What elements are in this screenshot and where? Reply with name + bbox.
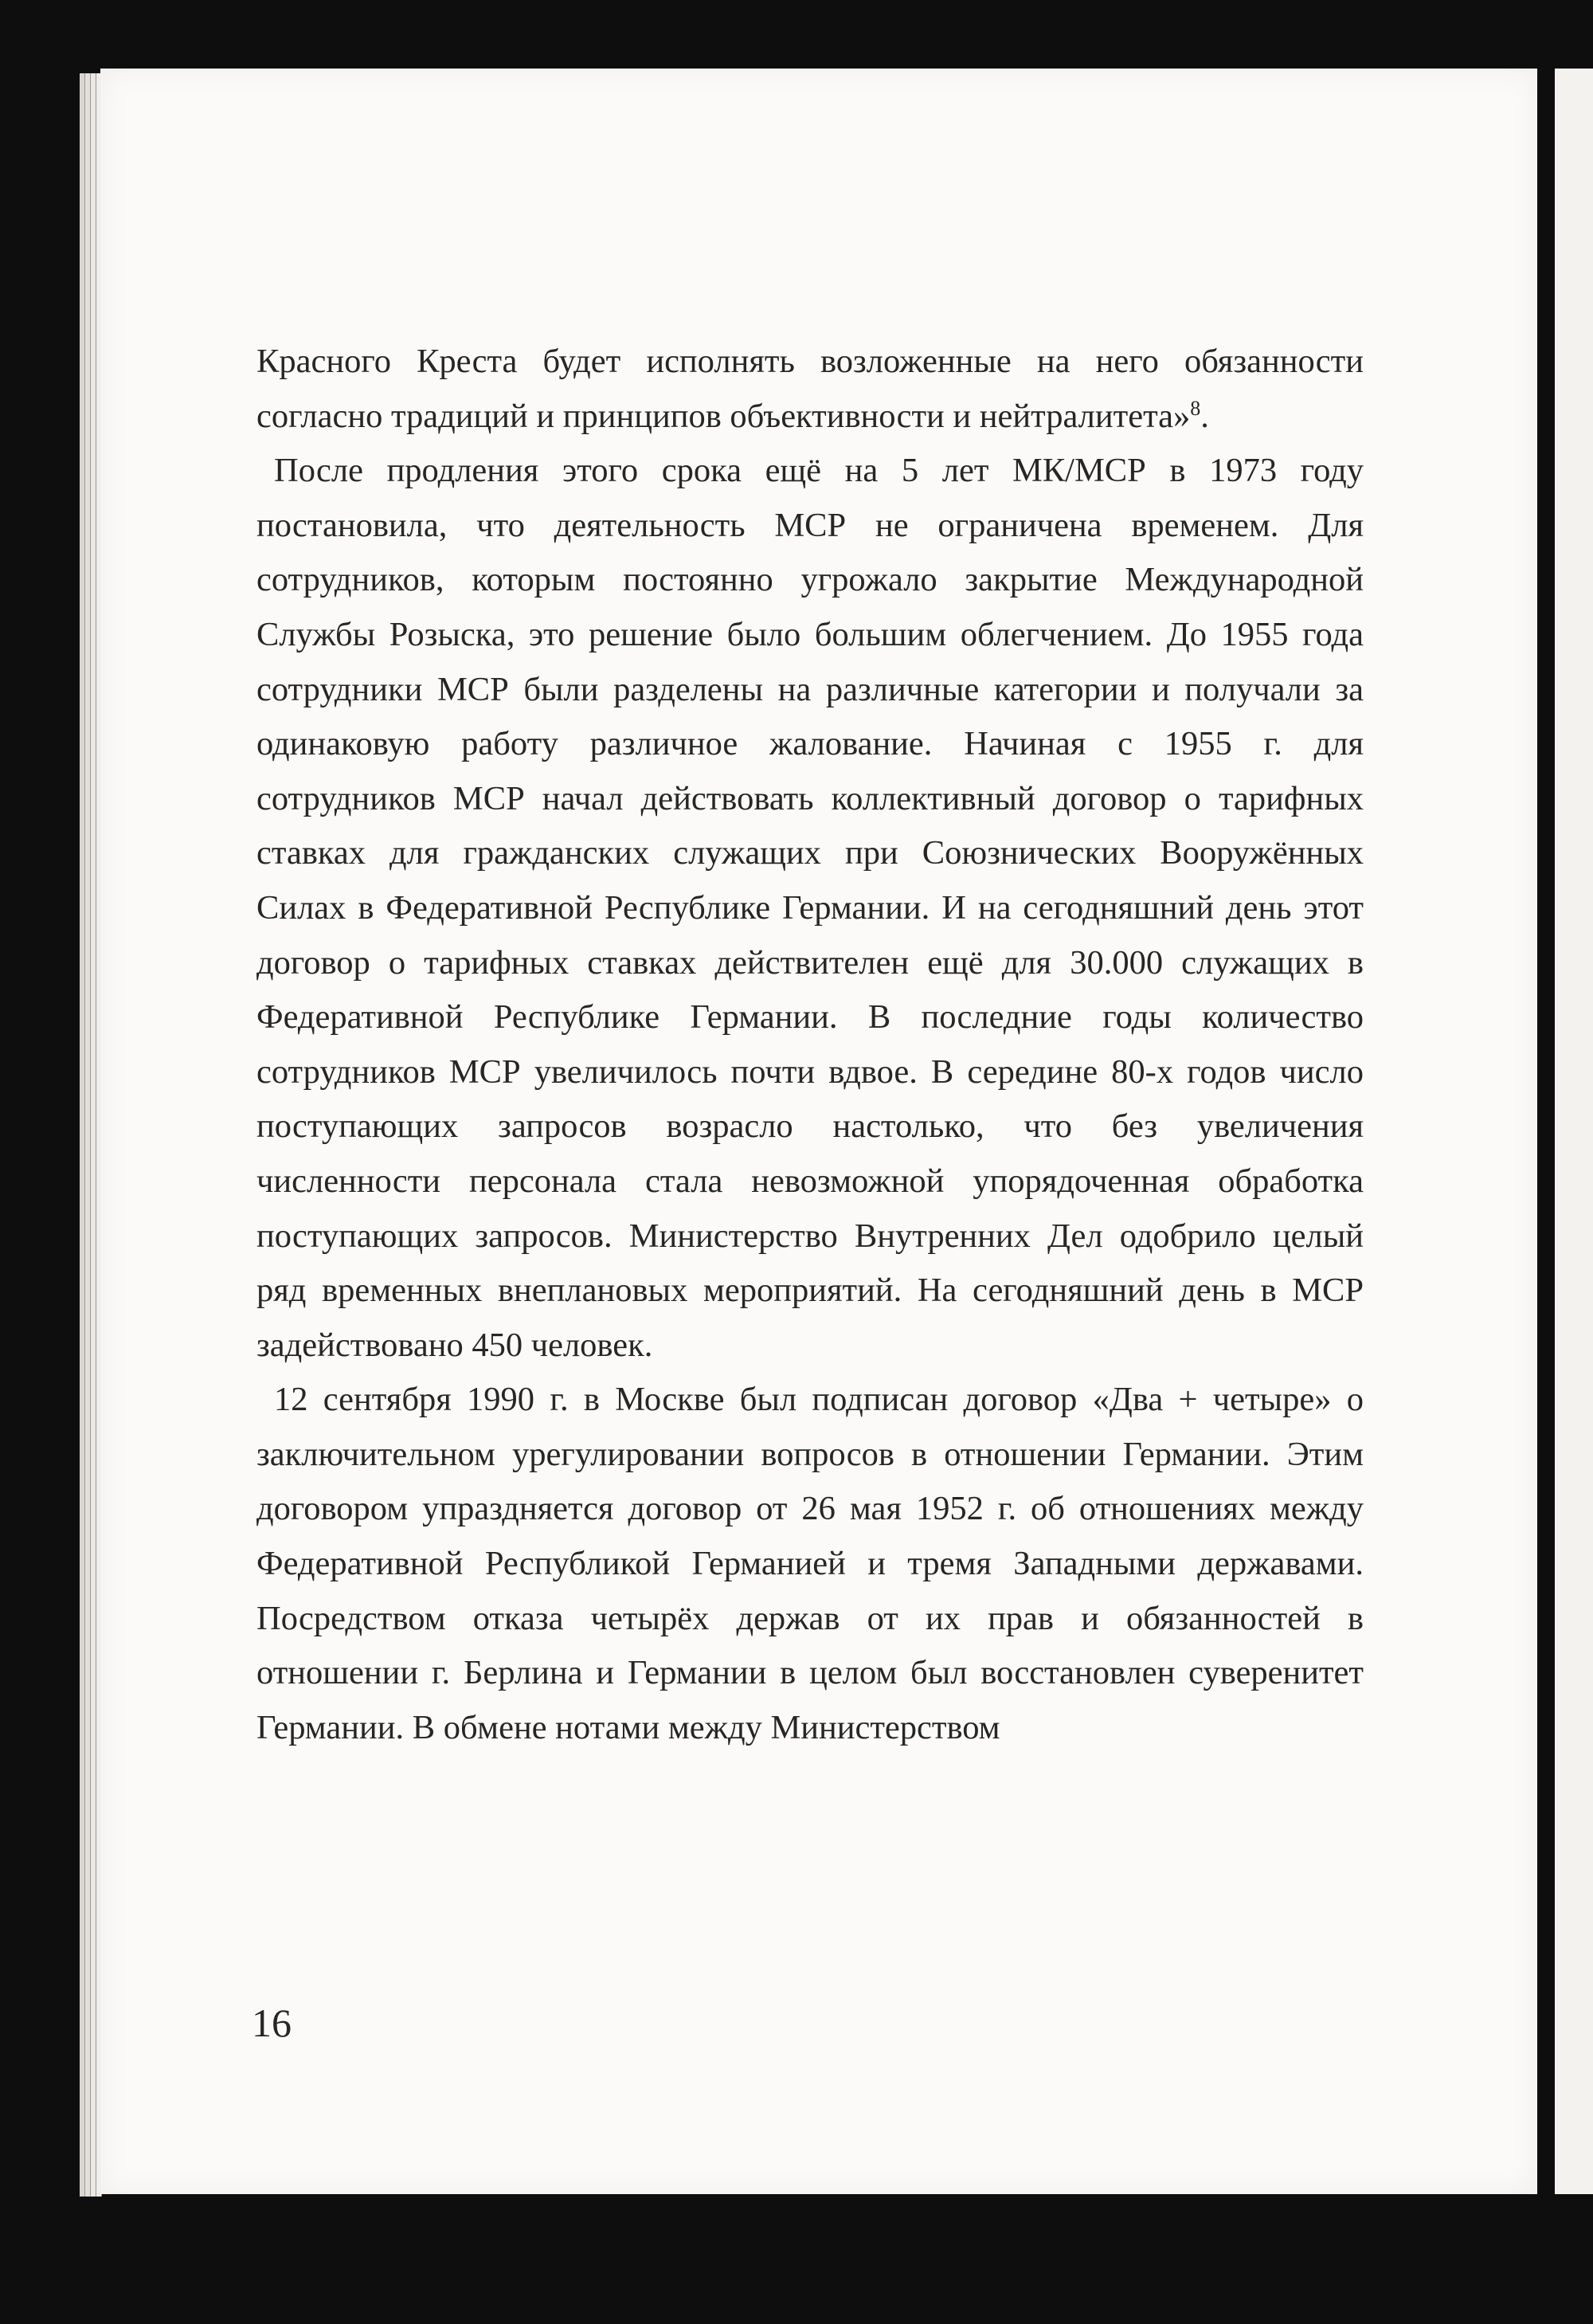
page-edge xyxy=(85,73,91,2197)
adjacent-page-edge xyxy=(1555,69,1593,2194)
paragraph-1-tail: . xyxy=(1200,397,1209,435)
paragraph-1 xyxy=(256,335,1364,444)
page-edge xyxy=(91,73,96,2197)
paragraph-3: 12 сентября 1990 г. в Москве был подписан договор «Два + четыре» о заключительном урегулировании вопросов в отношении Германии. Этим договором упраздняется договор от 26 мая 1952 г. об отношениях между Федеративной Республикой Германией и тремя Западными державами. Посредством отказа четырёх держав от их прав и обязанностей в отношении г. Берлина и Германии в целом был восстановлен суверенитет Германии. В обмене нотами между Министерством xyxy=(256,1381,1364,1746)
footnote-marker: 8 xyxy=(1190,396,1201,420)
paragraph-1-text: Красного Креста будет исполнять возложенные на него обязанности согласно традиций и принципов объективности и нейтралитета» xyxy=(256,343,1364,435)
paragraph-2: После продления этого срока ещё на 5 лет МК/МСР в 1973 году постановила, что деятельность МСР не ограничена временем. Для сотрудников, которым постоянно угрожало закрытие Международной Службы Розыска, это решение было большим облегчением. До 1955 года сотрудники МСР были разделены на различные категории и получали за одинаковую работу различное жалование. Начиная с 1955 г. для сотрудников МСР начал действовать коллективный договор о тарифных ставках для гражданских служащих при Союзнических Вооружённых Силах в Федеративной Республике Германии. И на сегодняшний день этот договор о тарифных ставках действителен ещё для 30.000 служащих в Федеративной Республике Германии. В последние годы количество сотрудников МСР увеличилось почти вдвое. В середине 80-х годов число поступающих запросов возрасло настолько, что без увеличения численности персонала стала невозможной упорядоченная обработка поступающих запросов. Министерство Внутренних Дел одобрило целый ряд временных внеплановых мероприятий. На сегодняшний день в МСР задействовано 450 человек. xyxy=(256,452,1364,1364)
page-edge xyxy=(80,73,85,2197)
body-text xyxy=(256,335,1364,1755)
page-number: 16 xyxy=(252,2001,292,2045)
